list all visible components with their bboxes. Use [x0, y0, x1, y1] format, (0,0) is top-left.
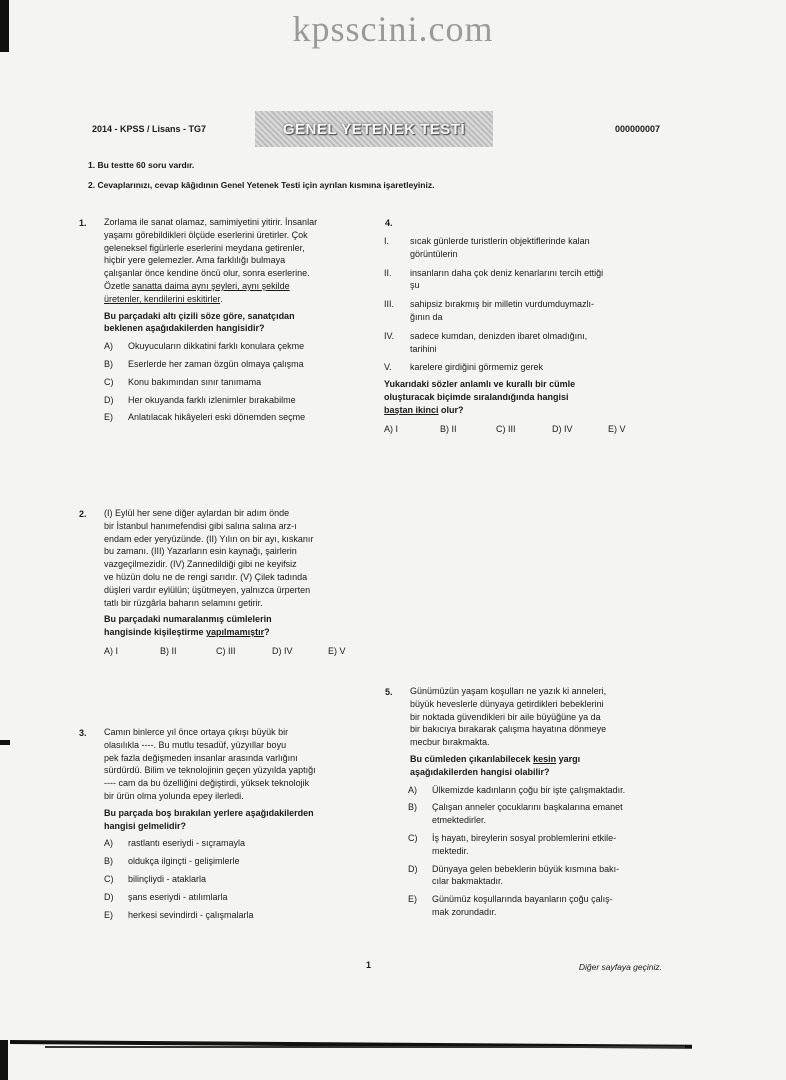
- question-text: Zorlama ile sanat olamaz, samimiyetini yitirir. İnsanlar yaşamı görebildikleri ölçüde eserlerini üretirler. Çok geleneksel figürlerle eserlerini meydana getirenler, hiçbir yere gelemezler. Ama farklılığı bulmaya çalışanlar önce kendine öncü olur, sonra eserlerine. Özetle sanatta daima aynı şeyleri, aynı şekilde üretenler, kendilerini eskitirler.: [104, 217, 318, 304]
- option-b[interactable]: B) oldukça ilginçti - gelişimlerle: [104, 856, 240, 867]
- question-prompt: Bu cümleden çıkarılabilecek kesin yargı aşağıdakilerden hangisi olabilir?: [410, 753, 581, 777]
- underlined-phrase: yapılmamıştır: [206, 627, 265, 638]
- question-text: Günümüzün yaşam koşulları ne yazık ki anneleri, büyük heveslerle dünyaya getirdikleri bebeklerini bir noktada güvendikleri bir aile büyüğüne ya da bir bakıcıya bırakarak çalışma hayatına dönmeye mecbur bırakmakta.: [410, 686, 607, 748]
- question-4: [384, 229, 684, 435]
- answer-c[interactable]: C) III: [496, 423, 516, 434]
- option-b[interactable]: B) Eserlerde her zaman özgün olmaya çalışma: [104, 358, 304, 369]
- underlined-phrase: üretenler, kendilerini eskitirler: [104, 293, 221, 304]
- test-title-banner: [255, 111, 493, 147]
- booklet-number: 000000007: [614, 124, 660, 134]
- option-b[interactable]: B) Çalışan anneler çocuklarını başkalarına emanet etmektedirler.: [408, 802, 623, 826]
- test-title: GENEL YETENEK TESTİ: [282, 120, 466, 138]
- roman-item-2: II. insanların daha çok deniz kenarlarını tercih ettiği şu: [384, 267, 604, 291]
- watermark: kpsscini.com: [292, 9, 494, 49]
- question-5: [410, 685, 680, 919]
- question-3: [104, 726, 354, 921]
- instruction-1: 1. Bu testte 60 soru vardır.: [88, 160, 195, 170]
- option-a[interactable]: A) Ülkemizde kadınların çoğu bir işte çalışmaktadır.: [408, 784, 626, 795]
- answer-c[interactable]: C) III: [216, 645, 236, 656]
- question-1: [104, 216, 354, 424]
- instruction-2: 2. Cevaplarınızı, cevap kâğıdının Genel Yetenek Testi için ayrılan kısmına işaretleyiniz.: [88, 180, 435, 190]
- option-a[interactable]: A) Okuyucuların dikkatini farklı konulara çekme: [104, 341, 305, 352]
- answer-b[interactable]: B) II: [160, 645, 177, 656]
- option-e[interactable]: E) Günümüz koşullarında bayanların çoğu çalış- mak zorundadır.: [408, 894, 613, 917]
- scan-margin-mark: [0, 740, 10, 745]
- option-e[interactable]: E) Anlatılacak hikâyeleri eski dönemden seçme: [104, 412, 306, 423]
- option-c[interactable]: C) bilinçliydi - ataklarla: [104, 873, 207, 884]
- answer-b[interactable]: B) II: [440, 423, 457, 434]
- page-number: 1: [366, 960, 372, 970]
- question-prompt: Yukarıdaki sözler anlamlı ve kurallı bir cümle oluşturacak biçimde sıralandığında hangisi baştan ikinci olur?: [384, 379, 576, 415]
- option-c[interactable]: C) İş hayatı, bireylerin sosyal problemlerini etkile- mektedir.: [408, 832, 617, 856]
- question-text: (I) Eylül her sene diğer aylardan bir adım önde bir İstanbul hanımefendisi gibi salına salına arz-ı endam eder yeryüzünde. (II) Yılın on bir ayı, kıskanır bu zamanı. (III) Yazarların esin kaynağı, şairlerin vazgeçilmezidir. (IV) Zannedildiği gibi ne keyifsiz ve hüzün dolu ne de rengi sarıdır. (V) Çilek tadında düşleri vardır eylülün; üşütmeyen, yalnızca ürperten tatlı bir rüzgârla baharın selamını getirir.: [104, 508, 314, 608]
- question-number: 3.: [79, 728, 87, 738]
- option-a[interactable]: A) rastlantı eseriydi - sıçramayla: [104, 838, 246, 849]
- roman-item-1: I. sıcak günlerde turistlerin objektiflerinde kalan görüntülerin: [384, 236, 590, 259]
- option-d[interactable]: D) Dünyaya gelen bebeklerin büyük kısmına bakı- cılar bakmaktadır.: [408, 863, 620, 887]
- option-e[interactable]: E) herkesi sevindirdi - çalışmalarla: [104, 909, 254, 920]
- question-number: 1.: [79, 218, 87, 228]
- option-d[interactable]: D) Her okuyanda farklı izlenimler bırakabilme: [104, 394, 296, 405]
- question-number: 2.: [79, 509, 87, 519]
- question-prompt: Bu parçadaki altı çizili söze göre, sanatçıdan beklenen aşağıdakilerden hangisidir?: [104, 310, 295, 334]
- answer-d[interactable]: D) IV: [552, 423, 573, 434]
- roman-item-4: IV. sadece kumdan, denizden ibaret olmadığını, tarihini: [384, 330, 588, 354]
- question-prompt: Bu parçada boş bırakılan yerlere aşağıdakilerden hangisi gelmelidir?: [104, 807, 314, 831]
- answer-a[interactable]: A) I: [104, 645, 119, 656]
- scan-bottom-border-2: [45, 1046, 685, 1048]
- roman-item-5: V. karelere girdiğini görmemiz gerek: [384, 362, 544, 373]
- underlined-phrase: kesin: [533, 753, 557, 764]
- underlined-phrase: sanatta daima aynı şeyleri, aynı şekilde: [132, 280, 290, 291]
- next-page-note: Diğer sayfaya geçiniz.: [578, 962, 662, 972]
- question-number: 4.: [385, 218, 393, 228]
- scan-edge-bottom-left: [0, 1040, 8, 1080]
- answer-choices: [104, 645, 354, 658]
- answer-d[interactable]: D) IV: [272, 645, 293, 656]
- question-prompt: Bu parçadaki numaralanmış cümlelerin hangisinde kişileştirme yapılmamıştır?: [104, 614, 272, 638]
- option-d[interactable]: D) şans eseriydi - atılımlarla: [104, 891, 228, 902]
- option-c[interactable]: C) Konu bakımından sınır tanımama: [104, 376, 262, 387]
- underlined-phrase: baştan ikinci: [384, 404, 439, 415]
- exam-code: 2014 - KPSS / Lisans - TG7: [92, 124, 207, 134]
- question-2: [104, 507, 354, 658]
- answer-e[interactable]: E) V: [608, 423, 626, 434]
- answer-choices: [384, 423, 684, 436]
- roman-item-3: III. sahipsiz bırakmış bir milletin vurdumduymazlı- ğının da: [384, 299, 595, 322]
- question-number: 5.: [385, 687, 393, 697]
- answer-a[interactable]: A) I: [384, 423, 399, 434]
- answer-e[interactable]: E) V: [328, 645, 346, 656]
- question-text: Camın binlerce yıl önce ortaya çıkışı büyük bir olasılıkla ----. Bu mutlu tesadüf, yüzyıllar boyu pek fazla değişmeden insanlar arasında varlığını sürdürdü. Bilim ve teknolojinin geçen yüzyılda yaptığı ---- cam da bu özelliğini değiştirdi, yüksek teknolojik bir ürün olma yolunda epey ilerledi.: [104, 727, 316, 801]
